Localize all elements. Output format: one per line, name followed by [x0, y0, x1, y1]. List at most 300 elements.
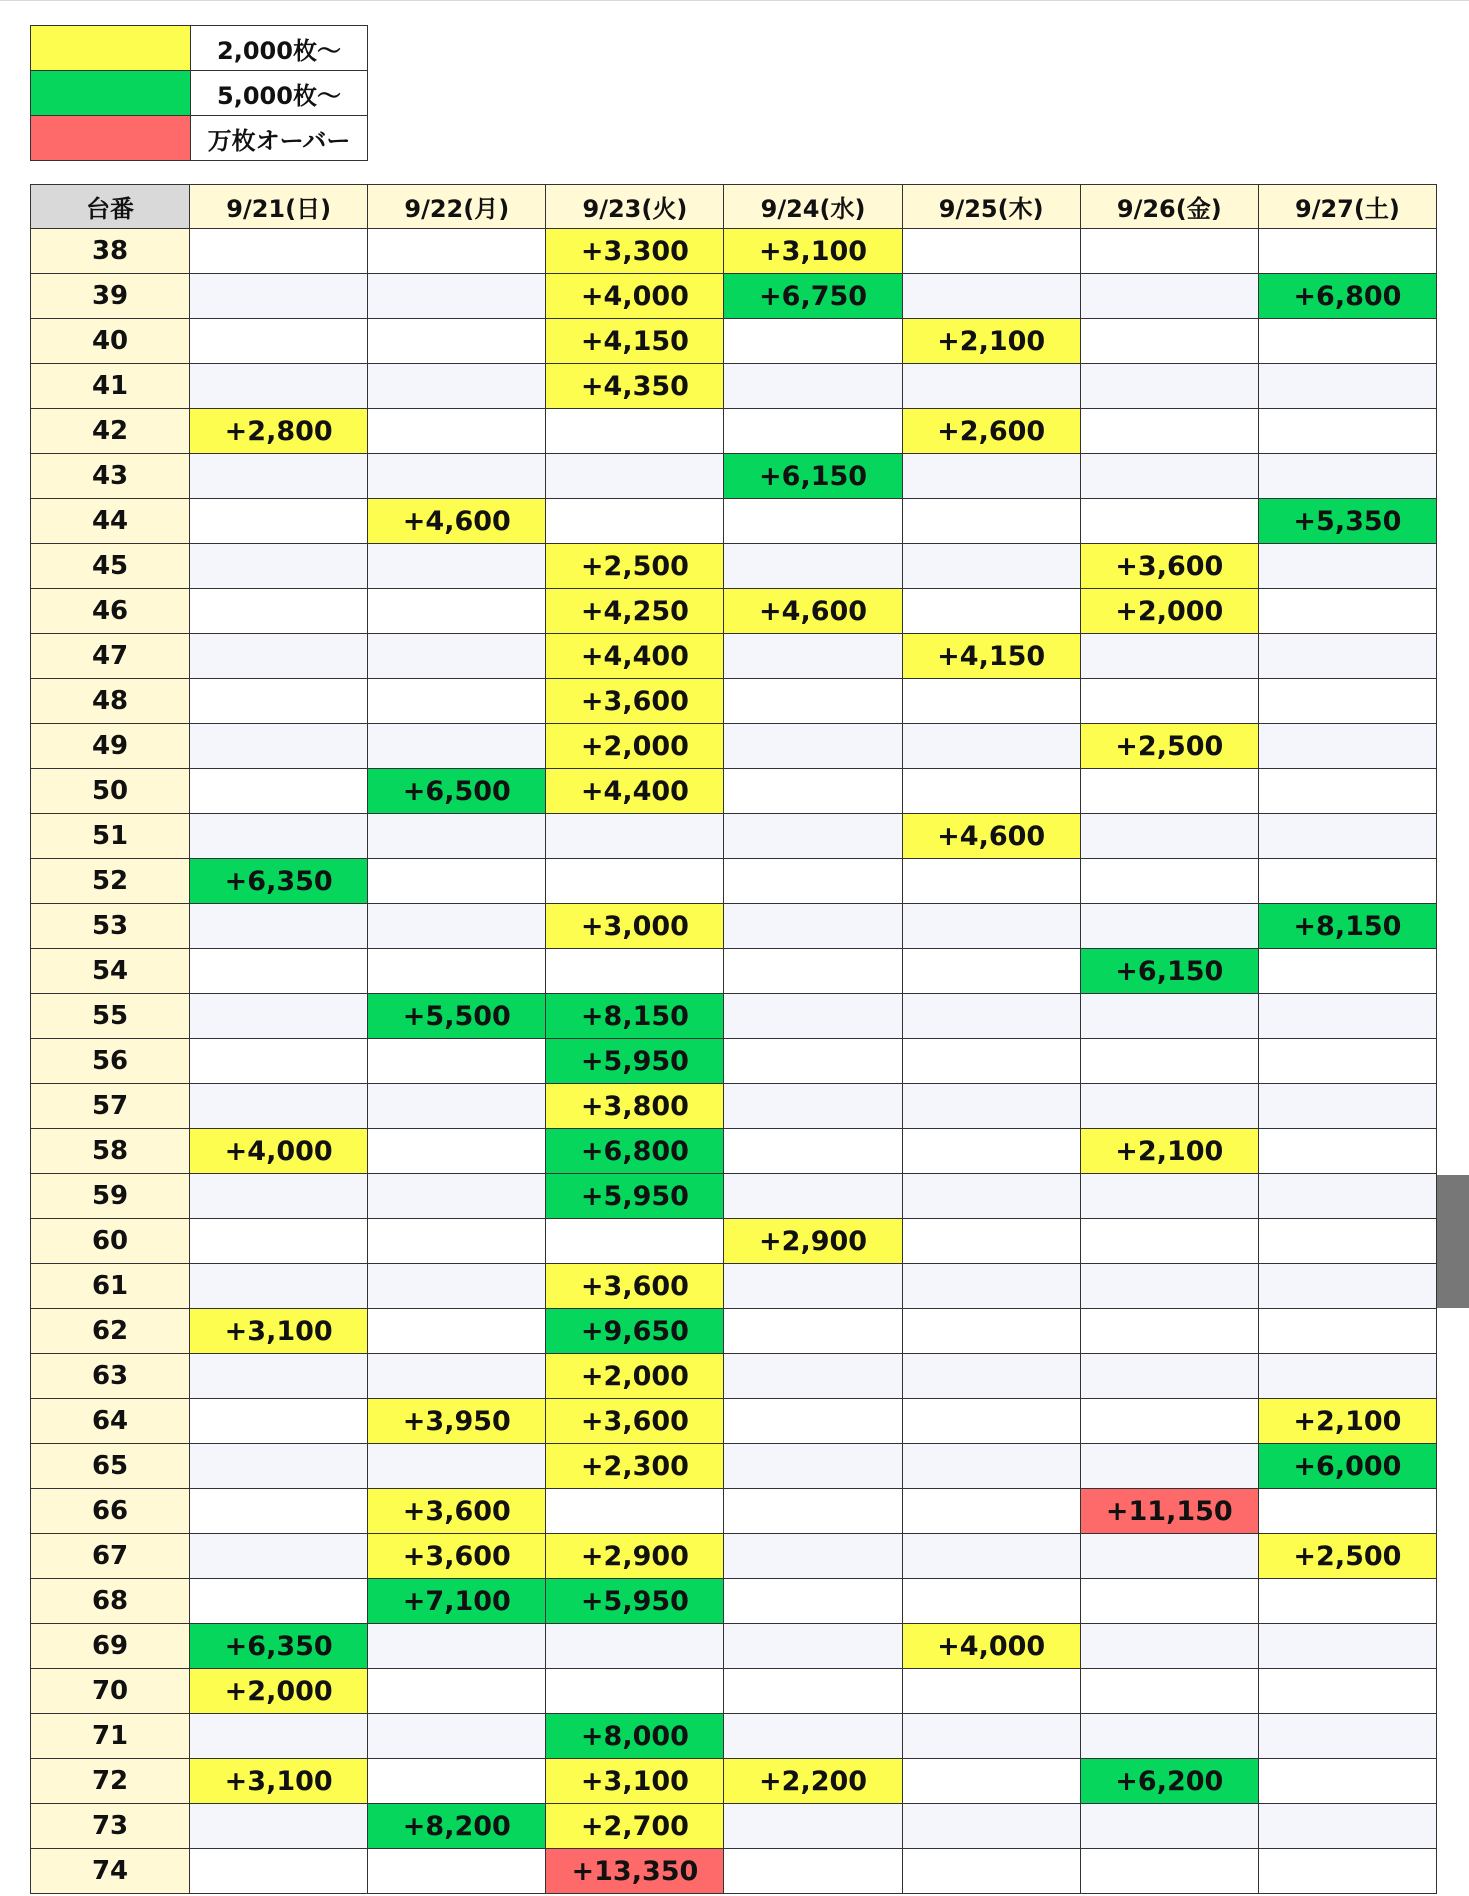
- result-cell: [368, 859, 546, 904]
- table-row: [31, 1624, 1437, 1669]
- result-cell: +2,100: [902, 319, 1080, 364]
- result-cell: [1258, 994, 1436, 1039]
- result-cell: [724, 1444, 902, 1489]
- table-row: [31, 1849, 1437, 1894]
- result-cell: +3,100: [724, 229, 902, 274]
- date-header: 9/26(金): [1080, 185, 1258, 229]
- result-cell: +3,100: [190, 1309, 368, 1354]
- result-cell: [902, 949, 1080, 994]
- result-cell: [1080, 499, 1258, 544]
- result-cell: [902, 1354, 1080, 1399]
- result-cell: [724, 1084, 902, 1129]
- result-cell: [724, 364, 902, 409]
- result-cell: [546, 814, 724, 859]
- result-cell: +6,350: [190, 1624, 368, 1669]
- result-cell: [724, 949, 902, 994]
- result-cell: [190, 1579, 368, 1624]
- result-cell: +3,600: [546, 1399, 724, 1444]
- result-cell: [1258, 1039, 1436, 1084]
- result-cell: [724, 859, 902, 904]
- result-cell: [190, 1084, 368, 1129]
- result-cell: [190, 1264, 368, 1309]
- machine-number: 59: [31, 1174, 190, 1219]
- top-border: [0, 0, 1469, 1]
- result-cell: [902, 859, 1080, 904]
- result-cell: +6,500: [368, 769, 546, 814]
- result-cell: [1258, 679, 1436, 724]
- date-header: 9/21(日): [190, 185, 368, 229]
- result-cell: [1080, 1264, 1258, 1309]
- result-cell: [1080, 1579, 1258, 1624]
- result-cell: [724, 409, 902, 454]
- table-row: [31, 1579, 1437, 1624]
- result-cell: +4,600: [902, 814, 1080, 859]
- table-row: [31, 1444, 1437, 1489]
- result-cell: +2,000: [1080, 589, 1258, 634]
- result-cell: [368, 409, 546, 454]
- result-cell: +3,800: [546, 1084, 724, 1129]
- table-row: [31, 1714, 1437, 1759]
- table-row: [31, 1309, 1437, 1354]
- table-row: [31, 364, 1437, 409]
- result-cell: [724, 1039, 902, 1084]
- result-cell: +4,000: [902, 1624, 1080, 1669]
- result-cell: [1080, 1354, 1258, 1399]
- result-cell: +5,950: [546, 1039, 724, 1084]
- result-cell: [1258, 859, 1436, 904]
- result-cell: [902, 364, 1080, 409]
- table-row: [31, 229, 1437, 274]
- result-cell: [190, 1444, 368, 1489]
- table-row: [31, 859, 1437, 904]
- result-cell: +3,600: [368, 1534, 546, 1579]
- result-cell: [902, 1129, 1080, 1174]
- machine-number: 68: [31, 1579, 190, 1624]
- result-cell: +5,950: [546, 1579, 724, 1624]
- result-cell: [1080, 634, 1258, 679]
- result-cell: [368, 1264, 546, 1309]
- result-cell: [724, 319, 902, 364]
- result-cell: [190, 634, 368, 679]
- table-row: [31, 544, 1437, 589]
- result-cell: [368, 229, 546, 274]
- result-cell: +2,900: [546, 1534, 724, 1579]
- scroll-track[interactable]: [1437, 184, 1469, 1896]
- machine-number: 51: [31, 814, 190, 859]
- result-cell: [902, 1669, 1080, 1714]
- result-cell: [902, 1534, 1080, 1579]
- result-cell: [724, 814, 902, 859]
- result-cell: [546, 499, 724, 544]
- result-cell: [902, 1804, 1080, 1849]
- result-cell: +3,100: [546, 1759, 724, 1804]
- result-cell: [1258, 1084, 1436, 1129]
- legend-row: [31, 26, 368, 71]
- result-cell: [1080, 769, 1258, 814]
- table-row: [31, 1174, 1437, 1219]
- result-cell: [1080, 454, 1258, 499]
- table-row: [31, 1264, 1437, 1309]
- result-cell: +6,800: [1258, 274, 1436, 319]
- result-cell: [190, 769, 368, 814]
- result-cell: +4,400: [546, 634, 724, 679]
- result-cell: +6,150: [724, 454, 902, 499]
- result-cell: [724, 1129, 902, 1174]
- result-cell: [902, 1174, 1080, 1219]
- result-cell: [1258, 364, 1436, 409]
- date-header: 9/27(土): [1258, 185, 1436, 229]
- result-cell: +4,250: [546, 589, 724, 634]
- machine-number: 71: [31, 1714, 190, 1759]
- result-cell: [724, 1174, 902, 1219]
- result-cell: [368, 274, 546, 319]
- result-cell: [368, 1759, 546, 1804]
- result-cell: +5,500: [368, 994, 546, 1039]
- legend-swatch: [31, 26, 191, 71]
- result-cell: [1080, 994, 1258, 1039]
- table-row: [31, 1399, 1437, 1444]
- result-cell: [1080, 1174, 1258, 1219]
- legend-row: [31, 71, 368, 116]
- result-cell: +3,000: [546, 904, 724, 949]
- result-cell: +3,950: [368, 1399, 546, 1444]
- table-row: [31, 1354, 1437, 1399]
- table-row: [31, 1084, 1437, 1129]
- legend-swatch: [31, 116, 191, 161]
- result-cell: [1080, 1084, 1258, 1129]
- result-cell: [1258, 1354, 1436, 1399]
- result-cell: +3,300: [546, 229, 724, 274]
- results-table: [30, 184, 1437, 1894]
- machine-number: 40: [31, 319, 190, 364]
- result-cell: [1258, 1489, 1436, 1534]
- result-cell: [368, 814, 546, 859]
- machine-number: 42: [31, 409, 190, 454]
- result-cell: [368, 1084, 546, 1129]
- result-cell: [724, 1849, 902, 1894]
- machine-number: 54: [31, 949, 190, 994]
- result-cell: +8,150: [1258, 904, 1436, 949]
- result-cell: [190, 1174, 368, 1219]
- table-row: [31, 1534, 1437, 1579]
- result-cell: [902, 1084, 1080, 1129]
- result-cell: [724, 1804, 902, 1849]
- result-cell: [724, 1579, 902, 1624]
- machine-number: 72: [31, 1759, 190, 1804]
- result-cell: [1080, 1849, 1258, 1894]
- result-cell: +2,300: [546, 1444, 724, 1489]
- result-cell: +2,900: [724, 1219, 902, 1264]
- result-cell: +2,500: [1258, 1534, 1436, 1579]
- machine-number: 60: [31, 1219, 190, 1264]
- machine-number: 65: [31, 1444, 190, 1489]
- machine-number-header: 台番: [31, 185, 190, 229]
- result-cell: +6,350: [190, 859, 368, 904]
- result-cell: [1258, 1714, 1436, 1759]
- result-cell: [902, 544, 1080, 589]
- result-cell: +2,000: [546, 724, 724, 769]
- table-row: [31, 949, 1437, 994]
- result-cell: +2,000: [546, 1354, 724, 1399]
- machine-number: 57: [31, 1084, 190, 1129]
- result-cell: [368, 1669, 546, 1714]
- result-cell: [1258, 1579, 1436, 1624]
- result-cell: [368, 1444, 546, 1489]
- result-cell: [368, 589, 546, 634]
- result-cell: +2,000: [190, 1669, 368, 1714]
- result-cell: +8,200: [368, 1804, 546, 1849]
- result-cell: [190, 1039, 368, 1084]
- date-header: 9/22(月): [368, 185, 546, 229]
- result-cell: [902, 1759, 1080, 1804]
- result-cell: [1080, 1534, 1258, 1579]
- table-row: [31, 1489, 1437, 1534]
- result-cell: +2,500: [546, 544, 724, 589]
- result-cell: +6,200: [1080, 1759, 1258, 1804]
- result-cell: [902, 1489, 1080, 1534]
- result-cell: +4,000: [546, 274, 724, 319]
- result-cell: [190, 724, 368, 769]
- result-cell: +2,500: [1080, 724, 1258, 769]
- result-cell: +2,700: [546, 1804, 724, 1849]
- result-cell: [190, 364, 368, 409]
- machine-number: 61: [31, 1264, 190, 1309]
- scrollbar-thumb[interactable]: [1437, 1175, 1469, 1308]
- result-cell: [368, 1129, 546, 1174]
- machine-number: 44: [31, 499, 190, 544]
- result-cell: +2,100: [1258, 1399, 1436, 1444]
- result-cell: [1080, 274, 1258, 319]
- result-cell: [1080, 1399, 1258, 1444]
- result-cell: [902, 1849, 1080, 1894]
- result-cell: [902, 499, 1080, 544]
- result-cell: [368, 544, 546, 589]
- result-cell: +3,600: [546, 679, 724, 724]
- result-cell: [1080, 364, 1258, 409]
- result-cell: [368, 1624, 546, 1669]
- result-cell: [902, 1219, 1080, 1264]
- result-cell: [368, 319, 546, 364]
- result-cell: [368, 634, 546, 679]
- result-cell: [724, 904, 902, 949]
- result-cell: [1080, 1669, 1258, 1714]
- result-cell: [724, 724, 902, 769]
- legend-swatch: [31, 71, 191, 116]
- result-cell: [546, 1219, 724, 1264]
- result-cell: [902, 769, 1080, 814]
- result-cell: [546, 1624, 724, 1669]
- result-cell: [902, 724, 1080, 769]
- result-cell: [1080, 904, 1258, 949]
- machine-number: 63: [31, 1354, 190, 1399]
- date-header: 9/23(火): [546, 185, 724, 229]
- table-row: [31, 994, 1437, 1039]
- result-cell: [902, 454, 1080, 499]
- result-cell: [1258, 1309, 1436, 1354]
- result-cell: [1080, 319, 1258, 364]
- result-cell: [190, 949, 368, 994]
- result-cell: [368, 679, 546, 724]
- machine-number: 47: [31, 634, 190, 679]
- table-row: [31, 499, 1437, 544]
- result-cell: [190, 454, 368, 499]
- result-cell: +6,000: [1258, 1444, 1436, 1489]
- result-cell: +4,600: [368, 499, 546, 544]
- machine-number: 66: [31, 1489, 190, 1534]
- result-cell: [724, 1264, 902, 1309]
- machine-number: 46: [31, 589, 190, 634]
- result-cell: [1080, 1444, 1258, 1489]
- result-cell: [368, 1714, 546, 1759]
- machine-number: 67: [31, 1534, 190, 1579]
- result-cell: [1258, 724, 1436, 769]
- result-cell: [368, 454, 546, 499]
- result-cell: [1258, 454, 1436, 499]
- result-cell: [1080, 1309, 1258, 1354]
- machine-number: 49: [31, 724, 190, 769]
- result-cell: [190, 1534, 368, 1579]
- result-cell: [546, 859, 724, 904]
- table-row: [31, 814, 1437, 859]
- result-cell: [1258, 1174, 1436, 1219]
- result-cell: +4,350: [546, 364, 724, 409]
- table-row: [31, 1219, 1437, 1264]
- result-cell: [368, 904, 546, 949]
- result-cell: [724, 769, 902, 814]
- result-cell: [190, 319, 368, 364]
- table-row: [31, 634, 1437, 679]
- result-cell: [1080, 229, 1258, 274]
- table-row: [31, 724, 1437, 769]
- result-cell: [1258, 409, 1436, 454]
- result-cell: +2,600: [902, 409, 1080, 454]
- result-cell: [546, 1669, 724, 1714]
- result-cell: [190, 1489, 368, 1534]
- result-cell: [190, 1849, 368, 1894]
- result-cell: [190, 1219, 368, 1264]
- result-cell: [902, 1309, 1080, 1354]
- result-cell: [724, 1669, 902, 1714]
- result-cell: [1258, 589, 1436, 634]
- result-cell: [1258, 1264, 1436, 1309]
- legend-row: [31, 116, 368, 161]
- result-cell: +6,800: [546, 1129, 724, 1174]
- result-cell: +2,100: [1080, 1129, 1258, 1174]
- result-cell: [190, 679, 368, 724]
- result-cell: [368, 1174, 546, 1219]
- machine-number: 41: [31, 364, 190, 409]
- legend-label: 万枚オーバー: [191, 116, 368, 161]
- result-cell: [190, 1804, 368, 1849]
- result-cell: [190, 499, 368, 544]
- machine-number: 39: [31, 274, 190, 319]
- table-row: [31, 1669, 1437, 1714]
- machine-number: 74: [31, 1849, 190, 1894]
- result-cell: [546, 454, 724, 499]
- result-cell: +2,200: [724, 1759, 902, 1804]
- result-cell: [902, 1039, 1080, 1084]
- table-row: [31, 769, 1437, 814]
- table-row: [31, 274, 1437, 319]
- result-cell: [1258, 949, 1436, 994]
- result-cell: [724, 1534, 902, 1579]
- result-cell: [1258, 769, 1436, 814]
- result-cell: [546, 409, 724, 454]
- result-cell: [1258, 814, 1436, 859]
- result-cell: [724, 679, 902, 724]
- result-cell: +11,150: [1080, 1489, 1258, 1534]
- result-cell: [902, 679, 1080, 724]
- table-row: [31, 1759, 1437, 1804]
- table-row: [31, 1129, 1437, 1174]
- result-cell: +3,600: [368, 1489, 546, 1534]
- machine-number: 48: [31, 679, 190, 724]
- machine-number: 58: [31, 1129, 190, 1174]
- machine-number: 43: [31, 454, 190, 499]
- legend-label: 2,000枚〜: [191, 26, 368, 71]
- machine-number: 69: [31, 1624, 190, 1669]
- table-row: [31, 319, 1437, 364]
- result-cell: [1080, 1219, 1258, 1264]
- result-cell: [190, 274, 368, 319]
- result-cell: [724, 1624, 902, 1669]
- result-cell: [1080, 1804, 1258, 1849]
- result-cell: [902, 589, 1080, 634]
- result-cell: [1258, 634, 1436, 679]
- result-cell: [368, 724, 546, 769]
- result-cell: [1080, 1624, 1258, 1669]
- result-cell: [1258, 1804, 1436, 1849]
- result-cell: [190, 589, 368, 634]
- table-row: [31, 904, 1437, 949]
- result-cell: [902, 1399, 1080, 1444]
- machine-number: 52: [31, 859, 190, 904]
- result-cell: +8,000: [546, 1714, 724, 1759]
- machine-number: 45: [31, 544, 190, 589]
- result-cell: [1258, 1759, 1436, 1804]
- result-cell: [190, 1354, 368, 1399]
- result-cell: [1080, 859, 1258, 904]
- result-cell: +9,650: [546, 1309, 724, 1354]
- table-row: [31, 589, 1437, 634]
- result-cell: [724, 1714, 902, 1759]
- result-cell: [724, 1309, 902, 1354]
- result-cell: +6,150: [1080, 949, 1258, 994]
- result-cell: +4,600: [724, 589, 902, 634]
- result-cell: [724, 544, 902, 589]
- machine-number: 64: [31, 1399, 190, 1444]
- legend-label: 5,000枚〜: [191, 71, 368, 116]
- result-cell: [902, 1714, 1080, 1759]
- result-cell: [368, 1219, 546, 1264]
- machine-number: 73: [31, 1804, 190, 1849]
- result-cell: [902, 1444, 1080, 1489]
- result-cell: [1258, 1849, 1436, 1894]
- result-cell: [724, 499, 902, 544]
- result-cell: [1258, 1669, 1436, 1714]
- result-cell: [190, 814, 368, 859]
- result-cell: [902, 904, 1080, 949]
- result-cell: +6,750: [724, 274, 902, 319]
- result-cell: [724, 1399, 902, 1444]
- result-cell: [1080, 679, 1258, 724]
- result-cell: +3,600: [546, 1264, 724, 1309]
- result-cell: [190, 994, 368, 1039]
- result-cell: [190, 229, 368, 274]
- result-cell: [724, 1489, 902, 1534]
- result-cell: +4,150: [546, 319, 724, 364]
- result-cell: [190, 904, 368, 949]
